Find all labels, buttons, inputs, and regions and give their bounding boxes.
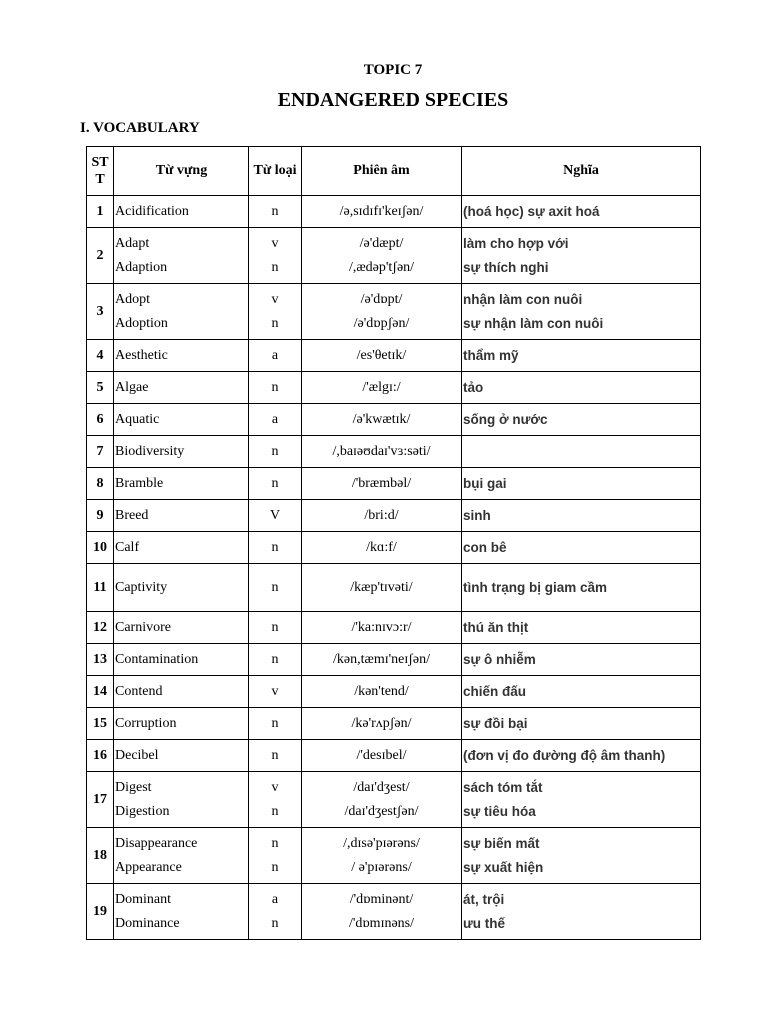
row-number: 8 [87,468,114,500]
table-row [87,564,701,612]
word-text: Appearance [115,859,182,875]
meaning-text: sự tiêu hóa [463,803,536,819]
ipa-text: /kə'rʌpʃən/ [351,715,412,731]
pos-text: n [271,579,279,595]
header-meaning: Nghĩa [462,147,701,196]
word-cell [114,676,249,708]
ipa-text: /'bræmbəl/ [351,475,412,491]
pos-text: n [271,835,279,851]
pos-cell [249,500,302,532]
meaning-cell [462,884,701,940]
ipa-text: /'ka:nɪvɔ:r/ [351,619,412,635]
meaning-cell [462,708,701,740]
word-text: Captivity [115,579,168,595]
word-cell [114,644,249,676]
word-cell [114,340,249,372]
ipa-cell [302,612,462,644]
pos-text: n [271,259,279,275]
pos-text: n [271,203,279,219]
meaning-text: nhận làm con nuôi [463,291,583,307]
row-number: 7 [87,436,114,468]
pos-text: n [271,619,279,635]
pos-text: a [271,891,279,907]
meaning-text: ưu thế [463,915,506,931]
word-cell [114,532,249,564]
pos-text: v [271,291,279,307]
ipa-cell [302,372,462,404]
ipa-cell [302,404,462,436]
word-text: Dominance [115,915,180,931]
pos-text: a [271,347,279,363]
table-row [87,228,701,284]
word-text: Adapt [115,235,150,251]
word-cell [114,708,249,740]
meaning-cell [462,564,701,612]
pos-cell [249,340,302,372]
meaning-text: sách tóm tắt [463,779,543,795]
ipa-text: /ə'dæpt/ [359,235,404,251]
word-cell [114,228,249,284]
table-row [87,340,701,372]
pos-text: n [271,803,279,819]
pos-cell [249,828,302,884]
meaning-text: chiến đấu [463,683,527,699]
meaning-text: sự biến mất [463,835,540,851]
table-row [87,404,701,436]
meaning-cell [462,644,701,676]
header-ipa: Phiên âm [302,147,462,196]
row-number: 12 [87,612,114,644]
ipa-text: /daɪ'dʒestʃən/ [344,803,419,819]
ipa-text: /kən,tæmɪ'neɪʃən/ [332,651,430,667]
pos-cell [249,708,302,740]
meaning-cell [462,532,701,564]
table-row [87,828,701,884]
word-text: Disappearance [115,835,198,851]
ipa-text: /,baɪəʊdaɪ'vɜ:səti/ [332,443,431,459]
meaning-cell [462,340,701,372]
ipa-cell [302,644,462,676]
ipa-text: /es'θetɪk/ [356,347,407,363]
meaning-cell [462,228,701,284]
ipa-cell [302,468,462,500]
header-pos: Từ loại [249,147,302,196]
word-text: Dominant [115,891,171,907]
word-cell [114,828,249,884]
word-text: Aesthetic [115,347,168,363]
word-cell [114,884,249,940]
table-row [87,644,701,676]
row-number: 9 [87,500,114,532]
ipa-text: /,dɪsə'pɪərəns/ [343,835,420,851]
pos-cell [249,740,302,772]
word-text: Carnivore [115,619,171,635]
meaning-text: (hoá học) sự axit hoá [463,203,600,219]
meaning-cell [462,772,701,828]
word-text: Decibel [115,747,159,763]
meaning-cell [462,612,701,644]
meaning-cell [462,196,701,228]
pos-text: n [271,915,279,931]
section-heading: I. VOCABULARY [80,120,200,136]
row-number: 17 [87,772,114,828]
meaning-cell [462,676,701,708]
header-word: Từ vựng [114,147,249,196]
word-text: Aquatic [115,411,160,427]
pos-text: n [271,443,279,459]
row-number: 14 [87,676,114,708]
meaning-text: sinh [463,507,491,523]
word-text: Contamination [115,651,199,667]
row-number: 5 [87,372,114,404]
meaning-text: tình trạng bị giam cầm [463,579,608,595]
word-text: Digestion [115,803,170,819]
table-body [87,196,701,940]
pos-cell [249,404,302,436]
page-title: ENDANGERED SPECIES [277,89,509,111]
topic-label: TOPIC 7 [363,62,423,78]
row-number: 15 [87,708,114,740]
word-cell [114,196,249,228]
ipa-text: /'dɒmɪnəns/ [348,915,415,931]
word-text: Contend [115,683,163,699]
ipa-text: /ə'dɒpʃən/ [353,315,410,331]
pos-text: n [271,859,279,875]
pos-text: a [271,411,279,427]
pos-cell [249,372,302,404]
ipa-cell [302,532,462,564]
table-header-row [87,147,701,196]
meaning-cell [462,284,701,340]
pos-text: n [271,715,279,731]
word-cell [114,772,249,828]
pos-cell [249,884,302,940]
word-cell [114,500,249,532]
ipa-text: /kən'tend/ [354,683,409,699]
meaning-text: thú ăn thịt [463,619,529,635]
word-cell [114,436,249,468]
meaning-cell [462,740,701,772]
row-number: 11 [87,564,114,612]
table-row [87,708,701,740]
table-row [87,500,701,532]
vocabulary-table [86,146,701,940]
word-cell [114,612,249,644]
row-number: 6 [87,404,114,436]
row-number: 3 [87,284,114,340]
ipa-text: /,ædəp'tʃən/ [348,259,415,275]
pos-cell [249,228,302,284]
word-text: Adoption [115,315,168,331]
ipa-cell [302,676,462,708]
meaning-cell [462,828,701,884]
row-number: 18 [87,828,114,884]
table-row [87,372,701,404]
meaning-cell [462,436,701,468]
meaning-text: tảo [463,379,484,395]
ipa-text: /bri:d/ [364,507,399,523]
row-number: 2 [87,228,114,284]
table-row [87,676,701,708]
ipa-cell [302,196,462,228]
meaning-text: (đơn vị đo đường độ âm thanh) [463,747,666,763]
table-row [87,740,701,772]
table-row [87,532,701,564]
ipa-cell [302,740,462,772]
pos-text: n [271,651,279,667]
ipa-cell [302,772,462,828]
pos-cell [249,644,302,676]
pos-text: v [271,235,279,251]
word-text: Digest [115,779,152,795]
meaning-cell [462,500,701,532]
pos-cell [249,196,302,228]
word-text: Algae [115,379,149,395]
pos-cell [249,676,302,708]
pos-cell [249,284,302,340]
pos-text: n [271,747,279,763]
word-text: Bramble [115,475,164,491]
word-cell [114,740,249,772]
pos-text: v [271,779,279,795]
word-cell [114,468,249,500]
pos-cell [249,772,302,828]
table-row [87,612,701,644]
meaning-cell [462,468,701,500]
ipa-cell [302,828,462,884]
meaning-cell [462,404,701,436]
pos-text: n [271,539,279,555]
meaning-text: thẩm mỹ [463,347,519,363]
header-stt: ST T [87,147,114,196]
ipa-cell [302,884,462,940]
pos-cell [249,532,302,564]
meaning-text: sự ô nhiễm [463,651,536,667]
ipa-text: /kæp'tɪvəti/ [350,579,413,595]
meaning-text: sự xuất hiện [463,859,544,875]
meaning-text: sống ở nước [463,411,548,427]
row-number: 10 [87,532,114,564]
pos-text: V [269,507,281,523]
row-number: 16 [87,740,114,772]
row-number: 13 [87,644,114,676]
ipa-cell [302,284,462,340]
word-text: Breed [115,507,149,523]
pos-cell [249,436,302,468]
pos-cell [249,564,302,612]
meaning-text: làm cho hợp với [463,235,569,251]
pos-text: v [271,683,279,699]
ipa-cell [302,436,462,468]
word-text: Corruption [115,715,177,731]
meaning-text: con bê [463,539,507,555]
word-cell [114,284,249,340]
ipa-text: /ə'dɒpt/ [360,291,403,307]
word-cell [114,404,249,436]
word-text: Acidification [115,203,189,219]
ipa-text: /daɪ'dʒest/ [353,779,410,795]
ipa-text: /'ælgɪ:/ [362,379,401,395]
pos-cell [249,612,302,644]
table-row [87,772,701,828]
ipa-cell [302,564,462,612]
ipa-cell [302,228,462,284]
ipa-text: /'desɪbel/ [356,747,407,763]
table-row [87,884,701,940]
table-row [87,196,701,228]
pos-text: n [271,475,279,491]
pos-cell [249,468,302,500]
ipa-cell [302,708,462,740]
table-row [87,436,701,468]
pos-text: n [271,379,279,395]
meaning-cell [462,372,701,404]
row-number: 4 [87,340,114,372]
word-cell [114,564,249,612]
meaning-text: át, trội [463,891,505,907]
meaning-text: bụi gai [463,475,507,491]
ipa-text: /ə,sɪdɪfɪ'keɪʃən/ [339,203,424,219]
table-row [87,284,701,340]
word-text: Adopt [115,291,150,307]
row-number: 1 [87,196,114,228]
ipa-text: /'dɒminənt/ [349,891,414,907]
word-text: Biodiversity [115,443,185,459]
meaning-text: sự thích nghi [463,259,549,275]
row-number: 19 [87,884,114,940]
word-cell [114,372,249,404]
meaning-text: sự nhận làm con nuôi [463,315,604,331]
ipa-text: / ə'pɪərəns/ [351,859,412,875]
ipa-text: /ə'kwætɪk/ [352,411,411,427]
word-text: Calf [115,539,140,555]
ipa-text: /kɑ:f/ [366,539,397,555]
ipa-cell [302,340,462,372]
table-row [87,468,701,500]
word-text: Adaption [115,259,168,275]
pos-text: n [271,315,279,331]
ipa-cell [302,500,462,532]
meaning-text: sự đồi bại [463,715,528,731]
